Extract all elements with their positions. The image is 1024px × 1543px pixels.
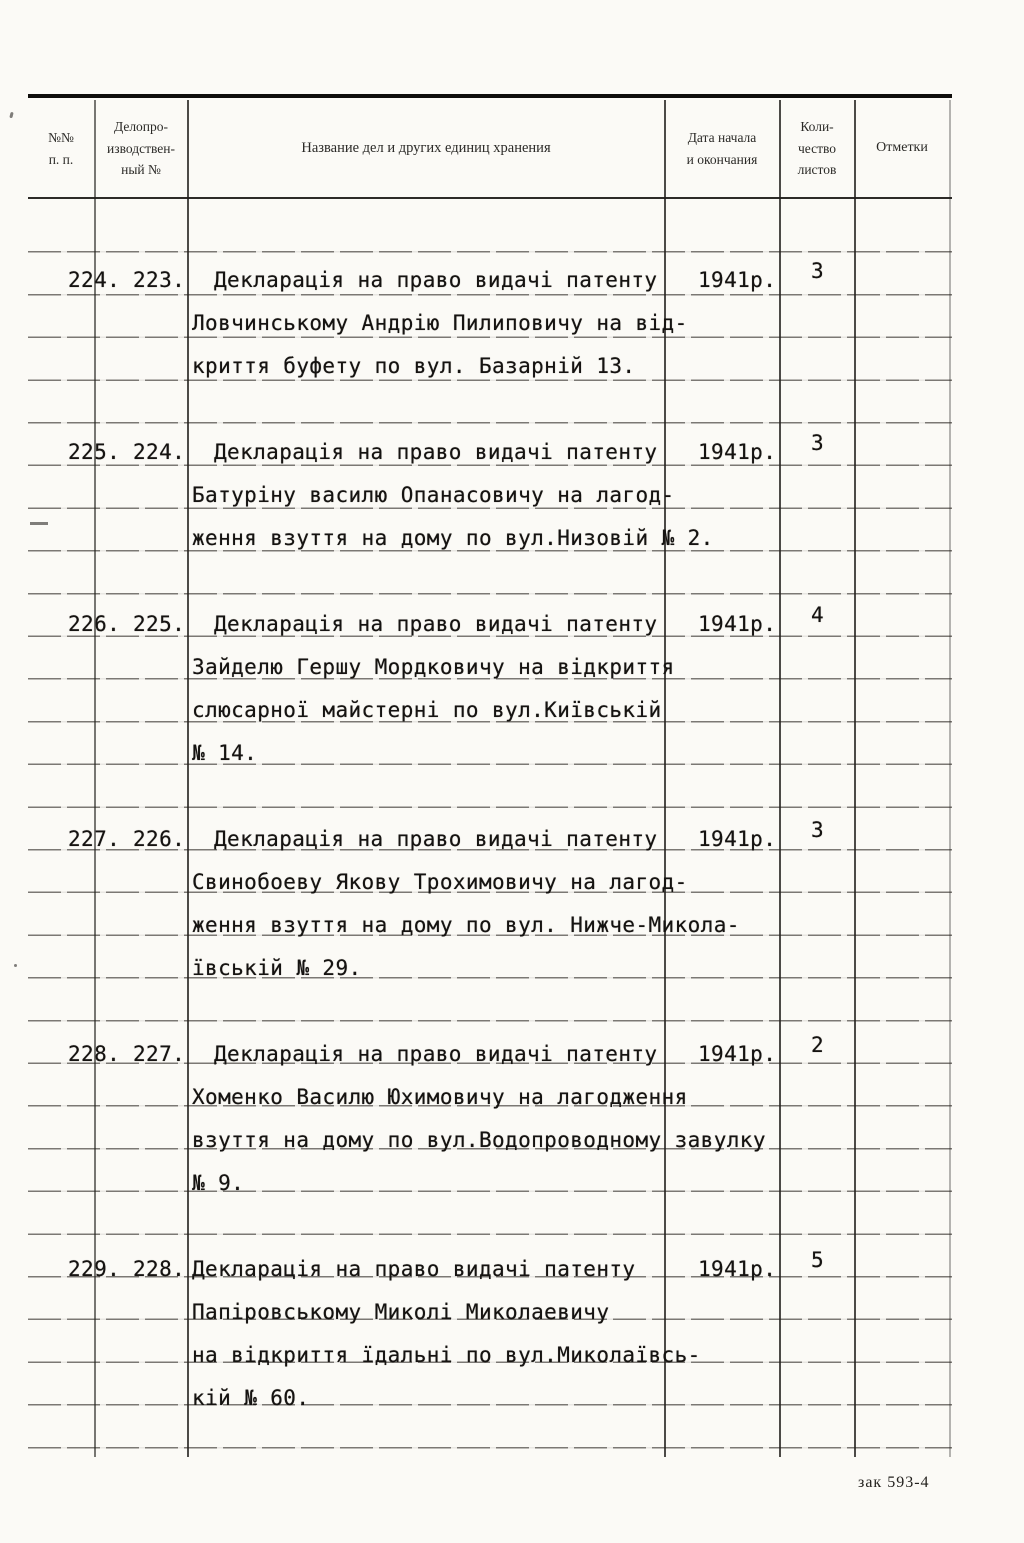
scan-artifact <box>9 112 13 118</box>
entry-number: 224. <box>68 268 121 292</box>
entry-file-number: 223. <box>133 268 186 292</box>
entry-sheet-count: 5 <box>810 1248 825 1272</box>
entry-file-number: 227. <box>133 1042 186 1066</box>
entry-date: 1941р. <box>698 612 777 636</box>
entry-title-line: ження взуття на дому по вул. Нижче-Микола- <box>192 913 740 937</box>
entry-sheet-count: 4 <box>810 603 825 627</box>
header-line: п. п. <box>48 151 74 167</box>
entry-title-line: на відкриття їдальні по вул.Миколаївсь- <box>192 1343 701 1367</box>
table-top-rule <box>28 94 952 98</box>
header-line: Отметки <box>876 140 928 156</box>
entry-title <box>192 431 714 560</box>
entry-sheet-count: 2 <box>810 1033 825 1057</box>
entry-title-line: Декларація на право видачі патенту <box>214 1042 658 1066</box>
entry-title-line: Ловчинському Андрію Пилиповичу на від- <box>192 311 688 335</box>
print-code: зак 593-4 <box>858 1474 930 1491</box>
header-line: Делопро- <box>113 119 169 135</box>
column-header-title <box>188 100 664 197</box>
entry-date: 1941р. <box>698 827 777 851</box>
entry-file-number: 226. <box>133 827 186 851</box>
table-body <box>28 210 952 1457</box>
column-header-file-number <box>95 100 187 197</box>
scan-artifact <box>30 522 48 525</box>
header-line: чество <box>797 140 837 156</box>
column-header-sheet-count <box>780 100 854 197</box>
scan-artifact <box>14 964 17 967</box>
entry-title-line: Батуріну василю Опанасовичу на лагод- <box>192 483 675 507</box>
entry-sheet-count: 3 <box>810 259 825 283</box>
header-line: и окончания <box>686 151 758 167</box>
header-line: Коли- <box>800 119 834 135</box>
entry-date: 1941р. <box>698 440 777 464</box>
column-header-notes <box>855 100 949 197</box>
entry-number: 229. <box>68 1257 121 1281</box>
entry-title-line: ївській № 29. <box>192 956 362 980</box>
header-line: Название дел и других единиц хранения <box>301 139 551 156</box>
entry-sheet-count: 3 <box>810 431 825 455</box>
entry-title <box>192 1033 766 1205</box>
entry-title-line: Декларація на право видачі патенту <box>214 440 658 464</box>
entry-title-line: № 9. <box>192 1171 245 1195</box>
entry-file-number: 224. <box>133 440 186 464</box>
header-line: листов <box>797 162 837 178</box>
entry-title <box>192 603 675 775</box>
entry-number: 226. <box>68 612 121 636</box>
entry-date: 1941р. <box>698 1257 777 1281</box>
entry-title-line: кій № 60. <box>192 1386 310 1410</box>
header-line: изводствен- <box>107 140 175 156</box>
entry-title-line: Декларація на право видачі патенту <box>214 827 658 851</box>
entry-title-line: Декларація на право видачі патенту <box>214 612 658 636</box>
entry-title-line: слюсарної майстерні по вул.Київській <box>192 698 662 722</box>
entry-title-line: взуття на дому по вул.Водопроводному завулку <box>192 1128 766 1152</box>
entry-sheet-count: 3 <box>810 818 825 842</box>
entry-title-line: ження взуття на дому по вул.Низовій № 2. <box>192 526 714 550</box>
entry-title-line: Декларація на право видачі патенту <box>214 268 658 292</box>
column-header-dates <box>665 100 779 197</box>
entry-title <box>192 818 740 990</box>
entry-number: 227. <box>68 827 121 851</box>
header-line: Дата начала <box>687 129 757 145</box>
entry-title-line: Декларація на право видачі патенту <box>192 1257 636 1281</box>
entry-title <box>192 1248 701 1420</box>
entry-title-line: № 14. <box>192 741 258 765</box>
entry-title-line: Хоменко Василю Юхимовичу на лагодження <box>192 1085 688 1109</box>
entry-title-line: Папіровському Миколі Миколаевичу <box>192 1300 610 1324</box>
column-header-number <box>28 100 94 197</box>
entry-date: 1941р. <box>698 268 777 292</box>
entry-title-line: криття буфету по вул. Базарній 13. <box>192 354 636 378</box>
entry-number: 228. <box>68 1042 121 1066</box>
entry-file-number: 225. <box>133 612 186 636</box>
entry-file-number: 228. <box>133 1257 186 1281</box>
entry-title-line: Зайделю Гершу Мордковичу на відкриття <box>192 655 675 679</box>
entry-number: 225. <box>68 440 121 464</box>
header-bottom-rule <box>28 197 952 199</box>
entry-title-line: Свинобоеву Якову Трохимовичу на лагод- <box>192 870 688 894</box>
header-line: №№ <box>48 129 74 145</box>
entry-date: 1941р. <box>698 1042 777 1066</box>
entry-title <box>192 259 688 388</box>
header-line: ный № <box>121 162 161 178</box>
